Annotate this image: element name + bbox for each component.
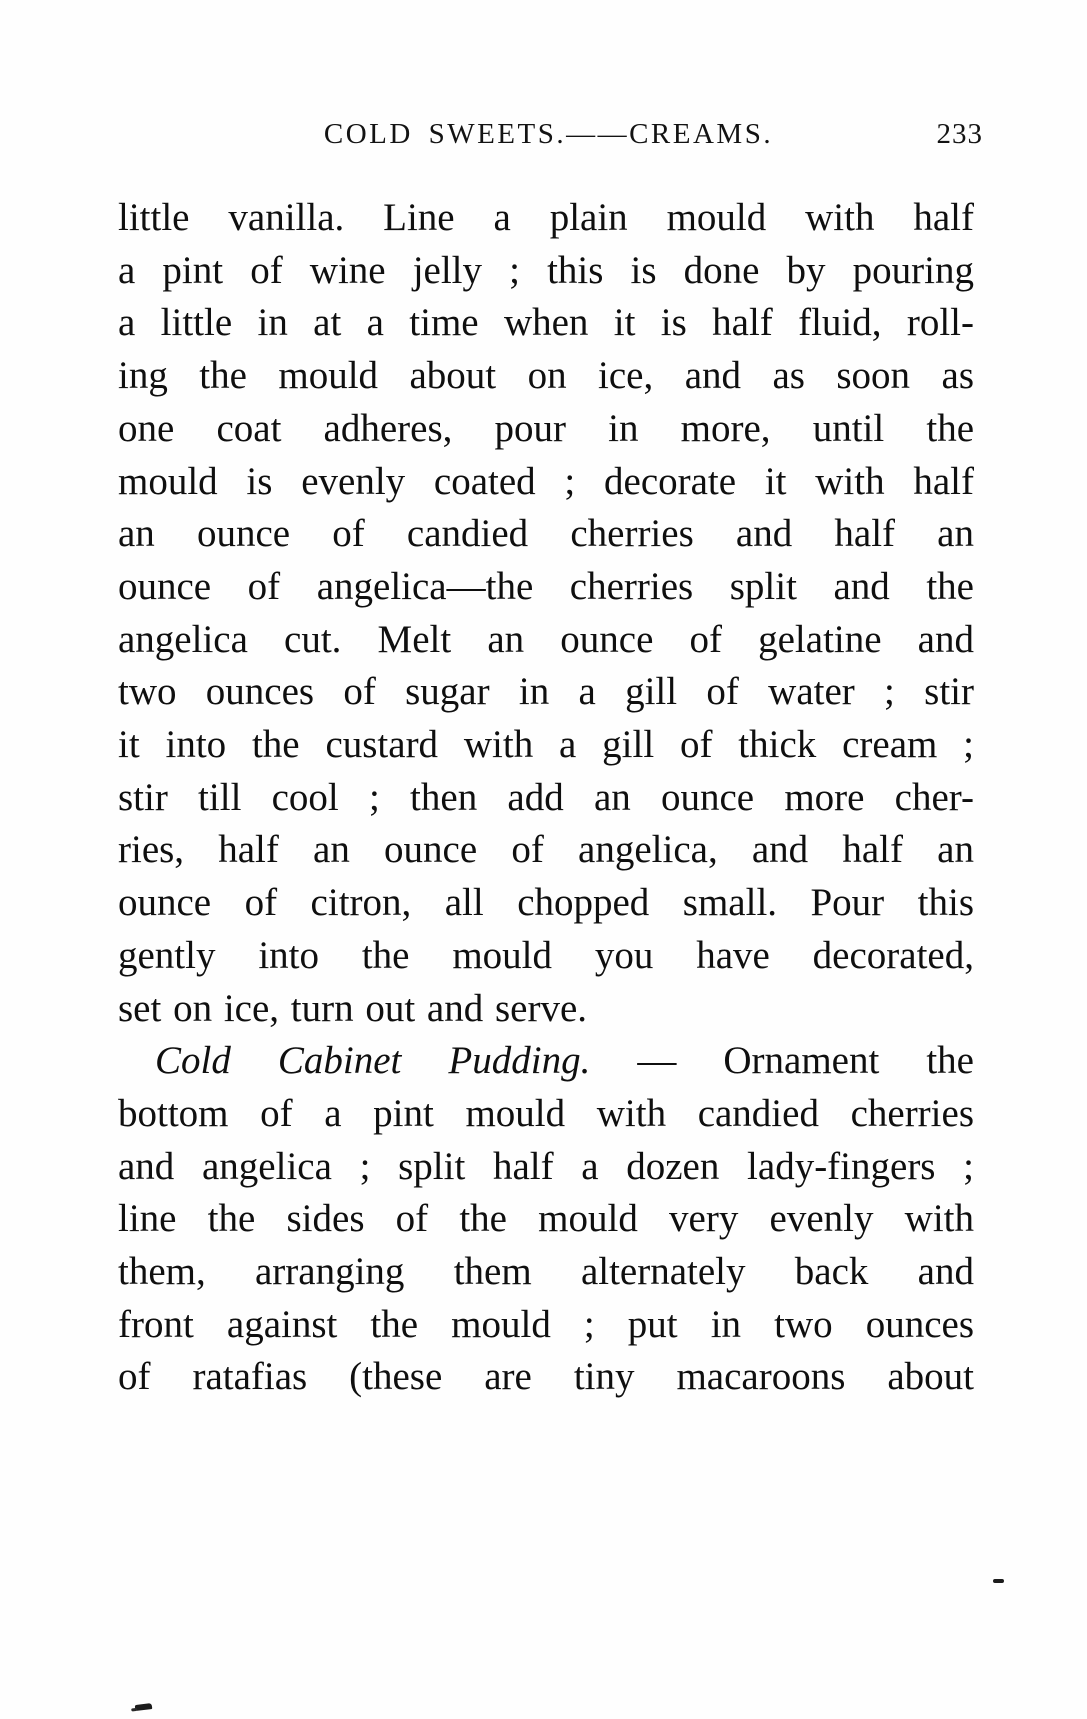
text-segment: set on ice, turn out and serve. [118, 986, 588, 1030]
text-line [118, 508, 974, 561]
text-segment: it into the custard with a gill of thick cream ; [118, 723, 974, 767]
text-line [118, 1351, 974, 1404]
text-line [118, 297, 974, 350]
text-segment: an ounce of candied cherries and half an [118, 512, 974, 556]
chapter-header: COLD SWEETS.——CREAMS. [323, 118, 774, 150]
text-line [118, 1299, 974, 1352]
text-segment: angelica cut. Melt an ounce of gelatine and [118, 617, 974, 661]
text-line [118, 1088, 974, 1141]
text-line [118, 1035, 974, 1088]
text-segment: — Ornament the [590, 1039, 974, 1083]
text-segment: little vanilla. Line a plain mould with half [118, 196, 974, 239]
text-line [118, 403, 974, 456]
text-segment: ries, half an ounce of angelica, and half an [118, 828, 974, 872]
text-segment: bottom of a pint mould with candied cherries [118, 1091, 974, 1135]
text-line [118, 983, 974, 1036]
ink-mark [135, 1703, 153, 1711]
text-segment: one coat adheres, pour in more, until the [118, 406, 974, 450]
text-line [118, 719, 974, 772]
text-line [118, 1246, 974, 1299]
page-number: 233 [936, 118, 983, 150]
text-segment: front against the mould ; put in two ounces [118, 1302, 974, 1346]
text-segment: gently into the mould you have decorated, [118, 933, 974, 977]
text-line [118, 561, 974, 614]
text-line [118, 192, 974, 245]
text-line [118, 614, 974, 667]
text-segment: of ratafias (these are tiny macaroons about [118, 1355, 974, 1399]
text-segment: mould is evenly coated ; decorate it with half [118, 459, 974, 503]
text-segment: ounce of angelica—the cherries split and the [118, 564, 974, 608]
running-head [118, 118, 983, 152]
text-line [118, 772, 974, 825]
text-line [118, 1193, 974, 1246]
text-line [118, 456, 974, 509]
text-line [118, 824, 974, 877]
ink-mark [993, 1579, 1004, 1583]
text-segment: ounce of citron, all chopped small. Pour this [118, 881, 974, 925]
text-segment: stir till cool ; then add an ounce more cher- [118, 775, 974, 819]
text-line [118, 666, 974, 719]
text-segment: and angelica ; split half a dozen lady-fingers ; [118, 1144, 974, 1188]
text-segment: line the sides of the mould very evenly with [118, 1197, 974, 1241]
text-line [118, 245, 974, 298]
text-segment: ing the mould about on ice, and as soon as [118, 354, 974, 398]
text-line [118, 877, 974, 930]
body-text-block [118, 192, 974, 1404]
recipe-title-italic: Cold Cabinet Pudding. [155, 1039, 591, 1083]
text-line [118, 930, 974, 983]
text-line [118, 1141, 974, 1194]
text-segment: a little in at a time when it is half fluid, roll- [118, 301, 974, 345]
text-segment: a pint of wine jelly ; this is done by pouring [118, 248, 974, 292]
text-segment: them, arranging them alternately back and [118, 1250, 974, 1294]
text-segment: two ounces of sugar in a gill of water ; stir [118, 670, 974, 714]
text-line [118, 350, 974, 403]
